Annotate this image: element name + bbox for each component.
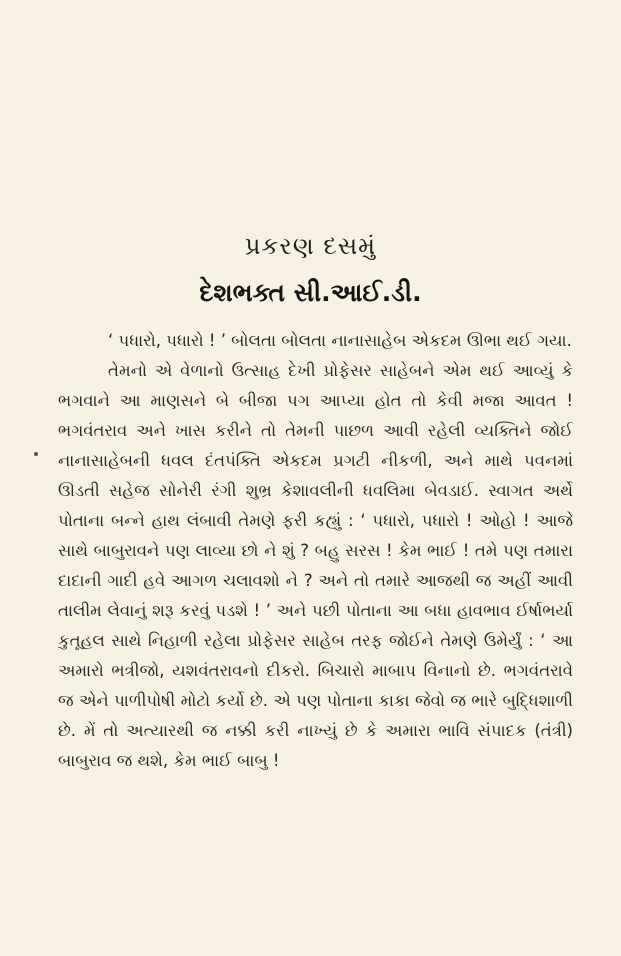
paragraph: તેમનો એ વેળાનો ઉત્સાહ દેખી પ્રોફેસર સાહેબને એમ થઈ આવ્યું કે ભગવાને આ માણસને બે બીજા પગ આપ્યા હોત તો કેવી મજા આવત ! ભગવંતરાવ અને ખાસ કરીને તો તેમની પાછળ આવી રહેલી વ્યક્તિને જોઈ નાનાસાહેબની ધવલ દંતપંક્તિ એકદમ પ્રગટી નીકળી, અને માથે પવનમાં ઊડતી સહેજ સોનેરી રંગી શુભ્ર કેશાવલીની ધવલિમા બેવડાઈ. સ્વાગત અર્થે પોતાના બન્ને હાથ લંબાવી તેમણે ફરી કહ્યું : ‘ પધારો, પધારો ! ઓહો ! આજે સાથે બાબુરાવને પણ લાવ્યા છો ને શું ? બહુ સરસ ! કેમ ભાઈ ! તમે પણ તમારા દાદાની ગાદી હવે આગળ ચલાવશો ને ? અને તો તમારે આજથી જ અહીં આવી તાલીમ લેવાનું શરૂ કરવું પડશે ! ’ અને પછી પોતાના આ બધા હાવભાવ ઈર્ષાભર્યા કુતૂહલ સાથે નિહાળી રહેલા પ્રોફેસર સાહેબ તરફ જોઈને તેમણે ઉમેર્યું : ‘ આ અમારો ભત્રીજો, યશવંતરાવનો દીકરો. બિચારો માબાપ વિનાનો છે. ભગવંતરાવે જ એને પાળીપોષી મોટો કર્યો છે. એ પણ પોતાના કાકા જેવો જ ભારે બુદ્ધિશાળી છે. મેં તો અત્યારથી જ નક્કી કરી નાખ્યું છે કે અમારા ભાવિ સંપાદક (તંત્રી) બાબુરાવ જ થશે, કેમ ભાઈ બાબુ ! xyxy=(58,361,573,770)
paragraph: ‘ પધારો, પધારો ! ’ બોલતા બોલતા નાનાસાહેબ એકદમ ઊભા થઈ ગયા. xyxy=(108,331,572,350)
chapter-heading: પ્રકરણ દસમું xyxy=(244,232,377,260)
margin-dot xyxy=(34,452,38,456)
chapter-title: દેશભક્ત સી.આઈ.ડી. xyxy=(199,278,422,307)
chapter-body xyxy=(58,326,573,776)
